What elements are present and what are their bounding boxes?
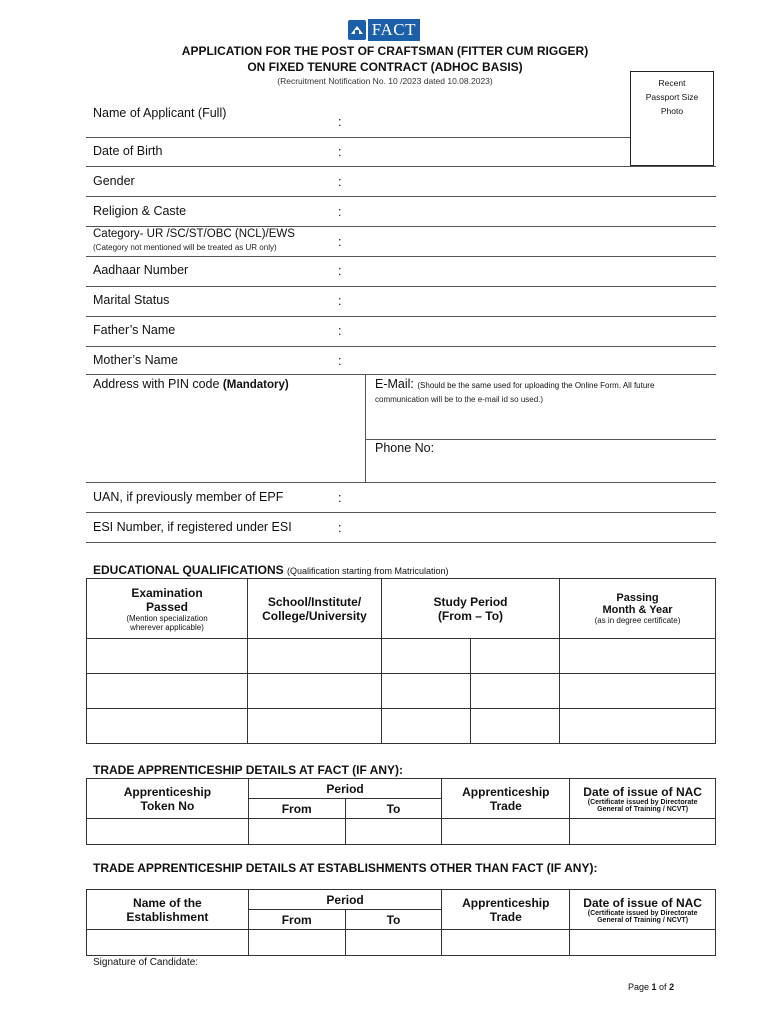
address-divider — [365, 374, 366, 483]
edu-header-exam — [87, 579, 248, 639]
email-note: (Should be the same used for uploading the Online Form. All future — [417, 381, 655, 390]
divider — [86, 542, 716, 543]
table-row — [87, 639, 716, 674]
oa-h4-n1: (Certificate issued by Directorate — [587, 909, 698, 917]
divider — [86, 512, 716, 513]
edu-h3-l2: (From – To) — [437, 608, 504, 623]
religion-label: Religion & Caste — [93, 204, 187, 218]
photo-label-2: Passport Size — [645, 92, 699, 102]
photo-box[interactable] — [630, 71, 714, 166]
divider — [86, 374, 716, 375]
table-cell[interactable] — [248, 930, 345, 956]
edu-header-school — [248, 579, 382, 639]
uan-colon: : — [338, 491, 342, 505]
mother-label: Mother’s Name — [93, 353, 178, 367]
fa-h3-l1: Apprenticeship — [462, 784, 550, 799]
fact-apprenticeship-table — [86, 778, 716, 845]
dob-colon: : — [338, 145, 342, 159]
page-number — [628, 982, 674, 992]
table-cell[interactable] — [248, 639, 382, 674]
oa-h1-l2: Establishment — [126, 909, 209, 924]
father-colon: : — [338, 324, 342, 338]
oa-h3-l2: Trade — [489, 909, 522, 924]
fact-emblem-icon — [348, 20, 366, 40]
email-label — [375, 377, 654, 391]
table-cell[interactable] — [560, 674, 716, 709]
fa-h4-n1: (Certificate issued by Directorate — [587, 798, 698, 806]
divider — [365, 439, 716, 440]
divider — [86, 316, 716, 317]
edu-h4-l2: Month & Year — [602, 604, 673, 616]
table-row — [87, 709, 716, 744]
table-row — [87, 674, 716, 709]
form-title-line1: APPLICATION FOR THE POST OF CRAFTSMAN (FITTER CUM RIGGER) — [181, 44, 589, 58]
edu-h1-n1: (Mention specialization — [126, 613, 208, 623]
category-label: Category- UR /SC/ST/OBC (NCL)/EWS — [93, 228, 295, 240]
table-cell[interactable] — [87, 819, 249, 845]
dob-label: Date of Birth — [93, 144, 163, 158]
edu-h2-l1: School/Institute/ — [267, 594, 362, 609]
uan-label: UAN, if previously member of EPF — [93, 490, 284, 504]
edu-header-passing — [560, 579, 716, 639]
form-title-line2: ON FIXED TENURE CONTRACT (ADHOC BASIS) — [247, 60, 523, 74]
edu-h4-n: (as in degree certificate) — [594, 616, 681, 625]
table-cell[interactable] — [87, 674, 248, 709]
category-colon: : — [338, 235, 342, 249]
table-cell[interactable] — [570, 819, 716, 845]
table-cell[interactable] — [87, 639, 248, 674]
aadhaar-label: Aadhaar Number — [93, 263, 189, 277]
oa-header-trade — [442, 890, 570, 930]
table-cell[interactable] — [570, 930, 716, 956]
edu-h4-l1: Passing — [616, 592, 659, 604]
fa-header-from: From — [248, 799, 345, 819]
divider — [86, 346, 716, 347]
table-cell[interactable] — [248, 674, 382, 709]
gender-label: Gender — [93, 174, 135, 188]
table-cell[interactable] — [345, 930, 442, 956]
edu-h1-n2: wherever applicable) — [130, 622, 204, 632]
table-cell[interactable] — [471, 674, 560, 709]
name-label: Name of Applicant (Full) — [93, 106, 227, 120]
esi-label: ESI Number, if registered under ESI — [93, 520, 292, 534]
fa-h4-n2: General of Training / NCVT) — [597, 805, 689, 813]
fact-logo — [348, 18, 420, 42]
oa-header-to: To — [345, 910, 442, 930]
oa-h1-l1: Name of the — [133, 895, 202, 910]
other-apprenticeship-table — [86, 889, 716, 956]
gender-colon: : — [338, 175, 342, 189]
page-prefix: Page — [628, 982, 652, 992]
oa-header-name — [87, 890, 249, 930]
phone-label: Phone No: — [375, 441, 435, 455]
table-cell[interactable] — [87, 930, 249, 956]
table-cell[interactable] — [248, 819, 345, 845]
edu-h2-l2: College/University — [262, 608, 367, 623]
name-colon: : — [338, 115, 342, 129]
email-text: E-Mail: — [375, 377, 418, 391]
signature-label: Signature of Candidate: — [93, 957, 199, 968]
logo-text: FACT — [368, 19, 420, 41]
table-cell[interactable] — [560, 639, 716, 674]
esi-colon: : — [338, 521, 342, 535]
oa-h4-l1: Date of issue of NAC — [583, 895, 702, 910]
photo-label-3: Photo — [660, 106, 684, 116]
fa-header-period: Period — [248, 779, 442, 799]
education-table — [86, 578, 716, 744]
fa-header-to: To — [345, 799, 442, 819]
fa-h1-l2: Token No — [140, 798, 195, 813]
email-note-2: communication will be to the e-mail id so used.) — [375, 395, 544, 404]
oa-header-period: Period — [248, 890, 442, 910]
marital-label: Marital Status — [93, 293, 170, 307]
table-cell[interactable] — [382, 674, 471, 709]
fa-h1-l1: Apprenticeship — [123, 784, 212, 799]
oa-h4-n2: General of Training / NCVT) — [597, 916, 689, 924]
fa-header-nac — [570, 779, 716, 819]
education-title-note: (Qualification starting from Matriculation) — [287, 566, 449, 576]
table-cell[interactable] — [382, 639, 471, 674]
table-cell[interactable] — [471, 639, 560, 674]
table-cell[interactable] — [471, 709, 560, 744]
recruitment-notification: (Recruitment Notification No. 10 /2023 dated 10.08.2023) — [277, 76, 493, 86]
education-title — [93, 563, 449, 577]
table-cell[interactable] — [87, 709, 248, 744]
edu-h1-l1: Examination — [131, 585, 203, 600]
divider — [86, 137, 630, 138]
photo-label-1: Recent — [658, 78, 686, 88]
address-text: Address with PIN code — [93, 377, 223, 391]
fa-h4-l1: Date of issue of NAC — [583, 784, 702, 799]
fa-h3-l2: Trade — [489, 798, 522, 813]
divider — [86, 482, 716, 483]
education-title-text: EDUCATIONAL QUALIFICATIONS — [93, 563, 287, 577]
divider — [86, 166, 716, 167]
religion-colon: : — [338, 205, 342, 219]
fa-header-token — [87, 779, 249, 819]
oa-header-from: From — [248, 910, 345, 930]
page-total: 2 — [669, 982, 675, 992]
address-label — [93, 377, 289, 391]
edu-h3-l1: Study Period — [433, 594, 508, 609]
edu-h1-l2: Passed — [145, 599, 189, 614]
other-apprenticeship-title: TRADE APPRENTICESHIP DETAILS AT ESTABLISHMENTS OTHER THAN FACT (IF ANY): — [93, 861, 598, 875]
page-mid: of — [656, 982, 670, 992]
oa-header-nac — [570, 890, 716, 930]
mother-colon: : — [338, 354, 342, 368]
divider — [86, 196, 716, 197]
table-row — [87, 930, 716, 956]
divider — [86, 226, 716, 227]
table-cell[interactable] — [442, 819, 570, 845]
category-note: (Category not mentioned will be treated as UR only) — [93, 243, 277, 252]
fa-header-trade — [442, 779, 570, 819]
table-cell[interactable] — [442, 930, 570, 956]
table-cell[interactable] — [345, 819, 442, 845]
table-cell[interactable] — [248, 709, 382, 744]
table-row — [87, 819, 716, 845]
address-mandatory: (Mandatory) — [222, 379, 289, 391]
oa-h3-l1: Apprenticeship — [462, 895, 550, 910]
page-current: 1 — [651, 982, 657, 992]
fact-apprenticeship-title: TRADE APPRENTICESHIP DETAILS AT FACT (IF ANY): — [93, 763, 404, 777]
edu-header-period — [382, 579, 560, 639]
divider — [86, 286, 716, 287]
aadhaar-colon: : — [338, 264, 342, 278]
table-cell[interactable] — [382, 709, 471, 744]
marital-colon: : — [338, 294, 342, 308]
divider — [86, 256, 716, 257]
table-cell[interactable] — [560, 709, 716, 744]
father-label: Father’s Name — [93, 323, 176, 337]
